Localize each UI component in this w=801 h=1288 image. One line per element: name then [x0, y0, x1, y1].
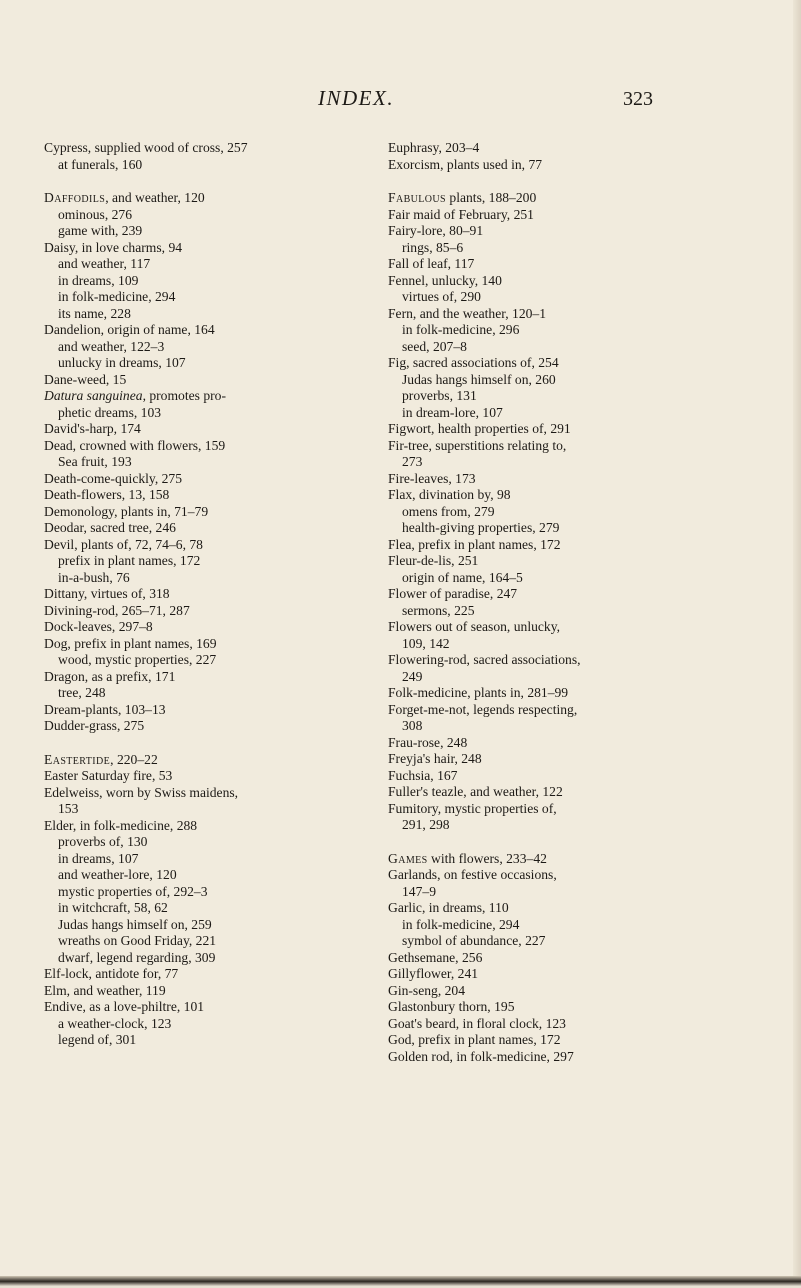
- entry-text: , promotes pro-: [142, 388, 226, 403]
- index-subentry: [44, 900, 404, 917]
- index-entry: [388, 851, 748, 868]
- index-entry: [44, 818, 404, 835]
- entry-text: Fire-leaves, 173: [388, 470, 476, 486]
- index-entry: [388, 421, 748, 438]
- index-entry: [44, 372, 404, 389]
- index-entry: [44, 471, 404, 488]
- index-entry: [44, 785, 404, 802]
- index-entry-continuation: [44, 405, 404, 422]
- entry-text: 147–9: [402, 883, 436, 899]
- index-entry: [44, 388, 404, 405]
- index-subentry: [44, 867, 404, 884]
- entry-text: Death-come-quickly, 275: [44, 470, 183, 486]
- entry-text: unlucky in dreams, 107: [58, 355, 186, 370]
- entry-text: dwarf, legend regarding, 309: [58, 949, 216, 965]
- entry-text: a weather-clock, 123: [58, 1015, 172, 1031]
- index-entry: [388, 355, 748, 372]
- entry-text: wood, mystic properties, 227: [58, 652, 217, 667]
- entry-text: Edelweiss, worn by Swiss maidens,: [44, 784, 239, 800]
- index-entry: [388, 157, 748, 174]
- index-entry: [44, 702, 404, 719]
- index-subentry: [44, 1032, 404, 1049]
- entry-text: Exorcism, plants used in, 77: [388, 156, 543, 172]
- index-entry: [388, 1049, 748, 1066]
- index-entry: [388, 140, 748, 157]
- section-gap: [388, 173, 748, 190]
- entry-text: virtues of, 290: [402, 289, 481, 304]
- entry-text: Dane-weed, 15: [44, 371, 127, 387]
- index-entry: [388, 207, 748, 224]
- entry-text: Forget-me-not, legends respecting,: [388, 701, 578, 717]
- entry-text: Flower of paradise, 247: [388, 586, 518, 601]
- index-entry: [44, 603, 404, 620]
- entry-text: Fairy-lore, 80–91: [388, 223, 484, 238]
- index-subentry: [44, 884, 404, 901]
- entry-text: omens from, 279: [402, 503, 495, 519]
- index-entry: [388, 1016, 748, 1033]
- entry-text: 109, 142: [402, 635, 450, 651]
- index-entry: [44, 487, 404, 504]
- index-subentry: [44, 553, 404, 570]
- entry-text: proverbs, 131: [402, 388, 477, 403]
- index-entry: [388, 586, 748, 603]
- index-subentry: [388, 339, 748, 356]
- entry-text: Gin-seng, 204: [388, 982, 466, 998]
- entry-text: Elf-lock, antidote for, 77: [44, 966, 179, 981]
- index-entry: [388, 685, 748, 702]
- entry-text: Fall of leaf, 117: [388, 256, 475, 271]
- entry-text: Easter Saturday fire, 53: [44, 768, 173, 783]
- entry-text: Dandelion, origin of name, 164: [44, 322, 215, 337]
- index-subentry: [44, 1016, 404, 1033]
- index-entry: [44, 718, 404, 735]
- entry-text: Fig, sacred associations of, 254: [388, 355, 559, 370]
- entry-text: in folk-medicine, 296: [402, 322, 520, 337]
- index-entry: [44, 520, 404, 537]
- entry-text: Golden rod, in folk-medicine, 297: [388, 1048, 574, 1064]
- section-lead-word: Fabulous: [388, 190, 446, 205]
- index-entry-continuation: [388, 454, 748, 471]
- entry-text: legend of, 301: [58, 1032, 137, 1047]
- index-entry: [388, 702, 748, 719]
- entry-text: Glastonbury thorn, 195: [388, 999, 515, 1014]
- index-entry: [388, 900, 748, 917]
- entry-text: origin of name, 164–5: [402, 569, 523, 585]
- index-subentry: [44, 207, 404, 224]
- entry-text: 153: [58, 801, 79, 816]
- entry-text: Fumitory, mystic properties of,: [388, 800, 557, 816]
- index-entry-continuation: [388, 718, 748, 735]
- entry-text: Daisy, in love charms, 94: [44, 239, 183, 255]
- entry-text: Euphrasy, 203–4: [388, 140, 480, 155]
- index-subentry: [388, 372, 748, 389]
- entry-text: in-a-bush, 76: [58, 569, 130, 585]
- index-subentry: [44, 933, 404, 950]
- index-entry-continuation: [388, 636, 748, 653]
- index-entry: [44, 966, 404, 983]
- entry-text: Fuchsia, 167: [388, 767, 458, 783]
- index-entry: [388, 223, 748, 240]
- index-entry: [388, 471, 748, 488]
- index-subentry: [388, 603, 748, 620]
- entry-text: and weather-lore, 120: [58, 867, 177, 882]
- index-subentry: [388, 520, 748, 537]
- index-column-left: [44, 140, 404, 1049]
- entry-text: Figwort, health properties of, 291: [388, 421, 571, 436]
- entry-text: 273: [402, 454, 423, 469]
- entry-text: Judas hangs himself on, 260: [402, 371, 556, 387]
- entry-text: Freyja's hair, 248: [388, 751, 482, 766]
- index-entry: [44, 752, 404, 769]
- index-entry: [388, 784, 748, 801]
- entry-text: Garlic, in dreams, 110: [388, 900, 509, 915]
- index-entry: [388, 751, 748, 768]
- index-entry: [44, 636, 404, 653]
- entry-text: Devil, plants of, 72, 74–6, 78: [44, 536, 203, 552]
- index-entry: [44, 669, 404, 686]
- index-subentry: [388, 933, 748, 950]
- entry-text: Sea fruit, 193: [58, 454, 132, 469]
- index-entry: [388, 487, 748, 504]
- index-subentry: [44, 223, 404, 240]
- index-entry: [388, 438, 748, 455]
- index-subentry: [388, 405, 748, 422]
- entry-text: health-giving properties, 279: [402, 520, 560, 535]
- entry-text: in folk-medicine, 294: [402, 916, 520, 932]
- index-entry-continuation: [388, 669, 748, 686]
- entry-text: Dream-plants, 103–13: [44, 701, 166, 717]
- entry-text: Fuller's teazle, and weather, 122: [388, 784, 563, 799]
- index-entry: [388, 801, 748, 818]
- entry-text: at funerals, 160: [58, 156, 143, 172]
- index-entry: [44, 999, 404, 1016]
- entry-text: Frau-rose, 248: [388, 734, 468, 750]
- entry-text: Cypress, supplied wood of cross, 257: [44, 140, 248, 155]
- entry-text: David's-harp, 174: [44, 421, 141, 436]
- entry-text: Dead, crowned with flowers, 159: [44, 437, 226, 453]
- entry-text: and weather, 117: [58, 256, 151, 271]
- index-subentry: [44, 454, 404, 471]
- index-subentry: [44, 289, 404, 306]
- entry-text: Elm, and weather, 119: [44, 982, 166, 998]
- index-entry: [388, 735, 748, 752]
- entry-text: Judas hangs himself on, 259: [58, 916, 212, 932]
- section-lead-word: Daffodils: [44, 190, 106, 205]
- scan-bottom-edge: [0, 1276, 801, 1288]
- index-subentry: [44, 339, 404, 356]
- entry-text: 249: [402, 668, 423, 684]
- index-subentry: [44, 652, 404, 669]
- entry-text: Gillyflower, 241: [388, 966, 479, 981]
- italic-term: Datura sanguinea: [44, 388, 143, 403]
- entry-text: seed, 207–8: [402, 338, 467, 354]
- index-subentry: [44, 256, 404, 273]
- index-entry: [388, 1032, 748, 1049]
- section-gap: [388, 834, 748, 851]
- index-subentry: [44, 685, 404, 702]
- index-entry: [388, 652, 748, 669]
- entry-text: Dog, prefix in plant names, 169: [44, 635, 217, 651]
- index-entry: [44, 537, 404, 554]
- entry-text: symbol of abundance, 227: [402, 933, 546, 948]
- index-entry: [388, 273, 748, 290]
- index-subentry: [44, 355, 404, 372]
- index-entry: [388, 867, 748, 884]
- index-entry: [388, 768, 748, 785]
- entry-text: ominous, 276: [58, 206, 133, 222]
- entry-text: Folk-medicine, plants in, 281–99: [388, 685, 569, 700]
- entry-text: mystic properties of, 292–3: [58, 883, 208, 899]
- section-gap: [44, 735, 404, 752]
- index-entry: [44, 619, 404, 636]
- index-entry: [44, 421, 404, 438]
- index-subentry: [44, 273, 404, 290]
- index-subentry: [388, 322, 748, 339]
- entry-text: its name, 228: [58, 305, 131, 321]
- index-subentry: [388, 504, 748, 521]
- entry-text: prefix in plant names, 172: [58, 553, 201, 568]
- entry-text: proverbs of, 130: [58, 834, 148, 849]
- entry-text: God, prefix in plant names, 172: [388, 1032, 561, 1047]
- entry-text: Flax, divination by, 98: [388, 487, 511, 502]
- section-lead-word: Games: [388, 850, 428, 866]
- entry-text: tree, 248: [58, 685, 106, 700]
- entry-text: Deodar, sacred tree, 246: [44, 520, 176, 535]
- index-subentry: [44, 950, 404, 967]
- index-entry: [44, 504, 404, 521]
- index-entry: [388, 256, 748, 273]
- index-subentry: [44, 570, 404, 587]
- index-subentry: [44, 834, 404, 851]
- index-entry-continuation: [388, 884, 748, 901]
- entry-text: Fir-tree, superstitions relating to,: [388, 437, 567, 453]
- entry-text: in folk-medicine, 294: [58, 289, 176, 304]
- entry-text: 291, 298: [402, 817, 450, 832]
- page-number: 323: [623, 88, 653, 110]
- entry-text: Death-flowers, 13, 158: [44, 487, 170, 502]
- section-gap: [44, 173, 404, 190]
- entry-text: Garlands, on festive occasions,: [388, 867, 557, 882]
- entry-text: Fair maid of February, 251: [388, 206, 534, 222]
- entry-text: , and weather, 120: [105, 190, 205, 205]
- index-subentry: [388, 289, 748, 306]
- entry-text: Dittany, virtues of, 318: [44, 586, 170, 601]
- index-subentry: [44, 306, 404, 323]
- entry-text: Goat's beard, in floral clock, 123: [388, 1015, 566, 1031]
- index-subentry: [388, 917, 748, 934]
- index-subentry: [388, 240, 748, 257]
- entry-text: rings, 85–6: [402, 239, 464, 255]
- index-subentry: [44, 917, 404, 934]
- entry-text: Gethsemane, 256: [388, 949, 483, 965]
- entry-text: in dream-lore, 107: [402, 404, 503, 420]
- entry-text: , 220–22: [110, 751, 158, 767]
- entry-text: plants, 188–200: [446, 190, 537, 205]
- entry-text: Fern, and the weather, 120–1: [388, 305, 547, 321]
- index-entry: [388, 619, 748, 636]
- index-entry: [388, 190, 748, 207]
- index-entry: [44, 240, 404, 257]
- index-subentry: [44, 157, 404, 174]
- entry-text: Fennel, unlucky, 140: [388, 272, 502, 288]
- index-entry: [44, 438, 404, 455]
- index-entry: [44, 190, 404, 207]
- entry-text: Dragon, as a prefix, 171: [44, 668, 176, 684]
- entry-text: Dudder-grass, 275: [44, 718, 145, 733]
- entry-text: Fleur-de-lis, 251: [388, 553, 479, 568]
- index-entry: [388, 983, 748, 1000]
- index-entry: [44, 322, 404, 339]
- entry-text: sermons, 225: [402, 602, 475, 618]
- index-subentry: [388, 570, 748, 587]
- entry-text: wreaths on Good Friday, 221: [58, 933, 217, 948]
- index-entry: [388, 306, 748, 323]
- running-title: INDEX.: [318, 86, 395, 110]
- index-subentry: [388, 388, 748, 405]
- entry-text: phetic dreams, 103: [58, 404, 162, 420]
- entry-text: Divining-rod, 265–71, 287: [44, 602, 190, 618]
- index-entry: [44, 586, 404, 603]
- index-entry-continuation: [44, 801, 404, 818]
- entry-text: Demonology, plants in, 71–79: [44, 503, 209, 519]
- index-entry: [388, 537, 748, 554]
- page-edge-shadow: [793, 0, 801, 1288]
- section-lead-word: Eastertide: [44, 751, 111, 767]
- entry-text: in witchcraft, 58, 62: [58, 900, 168, 915]
- index-entry: [388, 966, 748, 983]
- entry-text: Dock-leaves, 297–8: [44, 619, 153, 634]
- entry-text: in dreams, 107: [58, 850, 139, 866]
- index-entry: [44, 768, 404, 785]
- entry-text: Flowers out of season, unlucky,: [388, 619, 561, 634]
- index-column-right: [388, 140, 748, 1065]
- index-subentry: [44, 851, 404, 868]
- index-entry-continuation: [388, 817, 748, 834]
- index-entry: [44, 140, 404, 157]
- entry-text: 308: [402, 718, 423, 733]
- index-entry: [388, 999, 748, 1016]
- index-entry: [388, 950, 748, 967]
- entry-text: game with, 239: [58, 223, 143, 238]
- index-entry: [44, 983, 404, 1000]
- entry-text: Flowering-rod, sacred associations,: [388, 652, 581, 667]
- entry-text: and weather, 122–3: [58, 338, 165, 354]
- entry-text: in dreams, 109: [58, 272, 139, 288]
- entry-text: Endive, as a love-philtre, 101: [44, 999, 205, 1014]
- entry-text: Flea, prefix in plant names, 172: [388, 536, 561, 552]
- index-entry: [388, 553, 748, 570]
- entry-text: Elder, in folk-medicine, 288: [44, 817, 198, 833]
- page-header: [0, 86, 801, 120]
- entry-text: with flowers, 233–42: [427, 850, 547, 866]
